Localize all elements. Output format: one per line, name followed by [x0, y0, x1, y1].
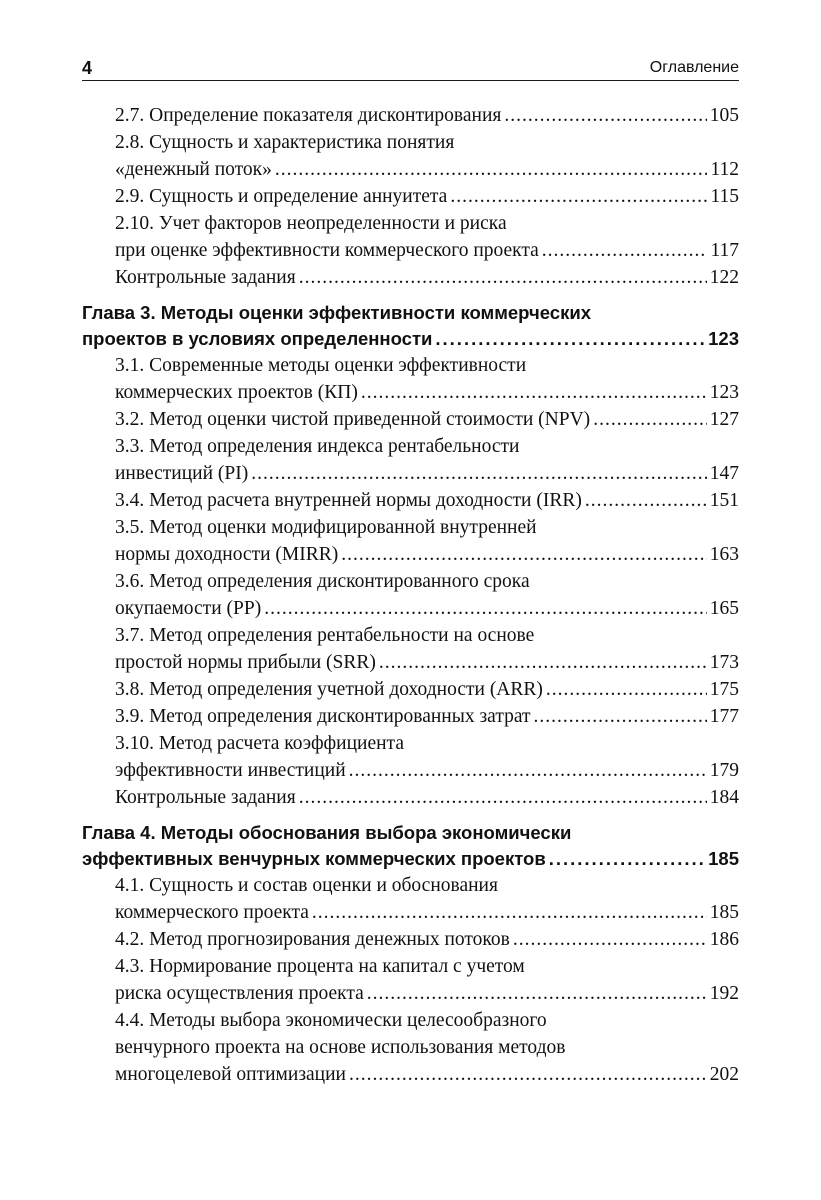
toc-entry-last-line [82, 846, 739, 872]
toc-entry-title-line: эффективности инвестиций [115, 760, 346, 781]
running-title: Оглавление [649, 59, 739, 76]
toc-entry-title-line: многоцелевой оптимизации [115, 1064, 346, 1085]
toc-page-number: 185 [708, 848, 739, 869]
toc-entry-last-line [115, 649, 739, 676]
toc-entry-title-line: 3.10. Метод расчета коэффициента [115, 733, 404, 754]
toc-page-number: 175 [709, 679, 739, 700]
toc-entry-title-line: Глава 4. Методы обоснования выбора экономически [82, 822, 572, 843]
toc-entry-title-line: 3.1. Современные методы оценки эффективности [115, 355, 527, 376]
dot-leader [312, 899, 707, 926]
toc-entry-title-line: 3.4. Метод расчета внутренней нормы доходности (IRR) [115, 490, 582, 511]
toc-entry-title-line: 3.3. Метод определения индекса рентабельности [115, 436, 520, 457]
dot-leader [504, 102, 706, 129]
dot-leader [513, 926, 707, 953]
toc-page-number: 202 [709, 1064, 739, 1085]
toc-entry-title-line: риска осуществления проекта [115, 983, 364, 1004]
toc-entry-title-line: при оценке эффективности коммерческого проекта [115, 240, 539, 261]
toc-section-entry[interactable] [82, 784, 739, 811]
toc-entry-last-line [115, 676, 739, 703]
toc-section-entry[interactable] [82, 264, 739, 291]
toc-entry-last-line [115, 757, 739, 784]
toc-entry-title-line: простой нормы прибыли (SRR) [115, 652, 376, 673]
toc-page-number: 186 [709, 929, 739, 950]
toc-page-number: 122 [709, 267, 739, 288]
toc-entry-last-line [115, 102, 739, 129]
toc-entry-last-line [115, 487, 739, 514]
toc-entry-last-line [115, 237, 739, 264]
toc-page-number: 151 [709, 490, 739, 511]
dot-leader [264, 595, 707, 622]
toc-entry-title-line: 3.5. Метод оценки модифицированной внутренней [115, 517, 537, 538]
dot-leader [435, 326, 705, 352]
toc-chapter-entry[interactable] [82, 300, 739, 352]
toc-entry-title-line: 2.8. Сущность и характеристика понятия [115, 132, 455, 153]
dot-leader [299, 784, 707, 811]
toc-page-number: 165 [709, 598, 739, 619]
toc-entry-title-line: 4.2. Метод прогнозирования денежных потоков [115, 929, 510, 950]
toc-section-entry[interactable] [82, 102, 739, 129]
toc-section-entry[interactable] [82, 622, 739, 676]
toc-page-number: 177 [709, 706, 739, 727]
toc-entry-last-line [115, 541, 739, 568]
toc-section-entry[interactable] [82, 676, 739, 703]
dot-leader [593, 406, 707, 433]
toc-entry-last-line [115, 703, 739, 730]
toc-entry-last-line [115, 980, 739, 1007]
toc-entry-last-line [115, 406, 739, 433]
toc-page-number: 123 [708, 328, 739, 349]
toc-section-entry[interactable] [82, 730, 739, 784]
toc-section-entry[interactable] [82, 703, 739, 730]
toc-entry-title-line: 3.2. Метод оценки чистой приведенной стоимости (NPV) [115, 409, 591, 430]
toc-page-number: 173 [709, 652, 739, 673]
toc-page-number: 185 [709, 902, 739, 923]
toc-entry-title-line: 2.7. Определение показателя дисконтирования [115, 105, 502, 126]
dot-leader [299, 264, 707, 291]
toc-entry-title-line: эффективных венчурных коммерческих проектов [82, 848, 546, 869]
toc-entry-title-line: окупаемости (PP) [115, 598, 262, 619]
dot-leader [450, 183, 707, 210]
dot-leader [534, 703, 707, 730]
toc-section-entry[interactable] [82, 1007, 739, 1088]
toc-page-number: 112 [710, 159, 739, 180]
dot-leader [542, 237, 708, 264]
toc-entry-last-line [115, 156, 739, 183]
toc-page-number: 163 [709, 544, 739, 565]
toc-entry-last-line [115, 1061, 739, 1088]
dot-leader [585, 487, 707, 514]
toc-entry-title-line: 3.6. Метод определения дисконтированного срока [115, 571, 530, 592]
toc-entry-title-line: 3.7. Метод определения рентабельности на основе [115, 625, 535, 646]
toc-entry-title-line: 3.8. Метод определения учетной доходности (ARR) [115, 679, 543, 700]
toc-page-number: 179 [709, 760, 739, 781]
toc-page-number: 105 [709, 105, 739, 126]
toc-entry-title-line: венчурного проекта на основе использования методов [115, 1037, 566, 1058]
toc-section-entry[interactable] [82, 487, 739, 514]
toc-entry-last-line [82, 326, 739, 352]
toc-entry-title-line: Контрольные задания [115, 787, 296, 808]
dot-leader [275, 156, 708, 183]
table-of-contents [82, 102, 739, 1088]
toc-section-entry[interactable] [82, 129, 739, 183]
toc-entry-title-line: проектов в условиях определенности [82, 328, 433, 349]
toc-entry-last-line [115, 264, 739, 291]
page-number: 4 [82, 58, 93, 78]
toc-page-number: 117 [710, 240, 739, 261]
toc-entry-last-line [115, 460, 739, 487]
toc-entry-title-line: Контрольные задания [115, 267, 296, 288]
toc-section-entry[interactable] [82, 953, 739, 1007]
toc-chapter-entry[interactable] [82, 820, 739, 872]
toc-entry-title-line: Глава 3. Методы оценки эффективности коммерческих [82, 302, 592, 323]
toc-entry-title-line: инвестиций (PI) [115, 463, 249, 484]
dot-leader [349, 757, 707, 784]
toc-entry-title-line: «денежный поток» [115, 159, 272, 180]
toc-page-number: 147 [709, 463, 739, 484]
toc-section-entry[interactable] [82, 406, 739, 433]
toc-section-entry[interactable] [82, 210, 739, 264]
toc-page-number: 127 [709, 409, 739, 430]
toc-entry-title-line: 4.1. Сущность и состав оценки и обоснования [115, 875, 498, 896]
toc-entry-title-line: коммерческого проекта [115, 902, 309, 923]
dot-leader [341, 541, 706, 568]
toc-entry-last-line [115, 379, 739, 406]
dot-leader [251, 460, 707, 487]
toc-page-number: 184 [709, 787, 739, 808]
dot-leader [546, 676, 707, 703]
toc-entry-last-line [115, 926, 739, 953]
toc-section-entry[interactable] [82, 926, 739, 953]
dot-leader [367, 980, 707, 1007]
toc-section-entry[interactable] [82, 872, 739, 926]
toc-page-number: 192 [709, 983, 739, 1004]
toc-entry-last-line [115, 784, 739, 811]
toc-entry-last-line [115, 595, 739, 622]
toc-entry-title-line: коммерческих проектов (КП) [115, 382, 358, 403]
toc-page-number: 115 [710, 186, 739, 207]
toc-section-entry[interactable] [82, 568, 739, 622]
toc-entry-last-line [115, 899, 739, 926]
toc-section-entry[interactable] [82, 183, 739, 210]
dot-leader [549, 846, 705, 872]
toc-section-entry[interactable] [82, 352, 739, 406]
page-header [82, 58, 739, 81]
dot-leader [349, 1061, 707, 1088]
dot-leader [361, 379, 707, 406]
toc-entry-title-line: 2.9. Сущность и определение аннуитета [115, 186, 448, 207]
toc-entry-title-line: 4.4. Методы выбора экономически целесообразного [115, 1010, 547, 1031]
toc-section-entry[interactable] [82, 433, 739, 487]
toc-entry-title-line: 3.9. Метод определения дисконтированных затрат [115, 706, 531, 727]
toc-entry-title-line: 2.10. Учет факторов неопределенности и риска [115, 213, 507, 234]
toc-page-number: 123 [709, 382, 739, 403]
toc-section-entry[interactable] [82, 514, 739, 568]
toc-entry-title-line: 4.3. Нормирование процента на капитал с учетом [115, 956, 525, 977]
dot-leader [379, 649, 707, 676]
toc-entry-last-line [115, 183, 739, 210]
toc-entry-title-line: нормы доходности (MIRR) [115, 544, 339, 565]
